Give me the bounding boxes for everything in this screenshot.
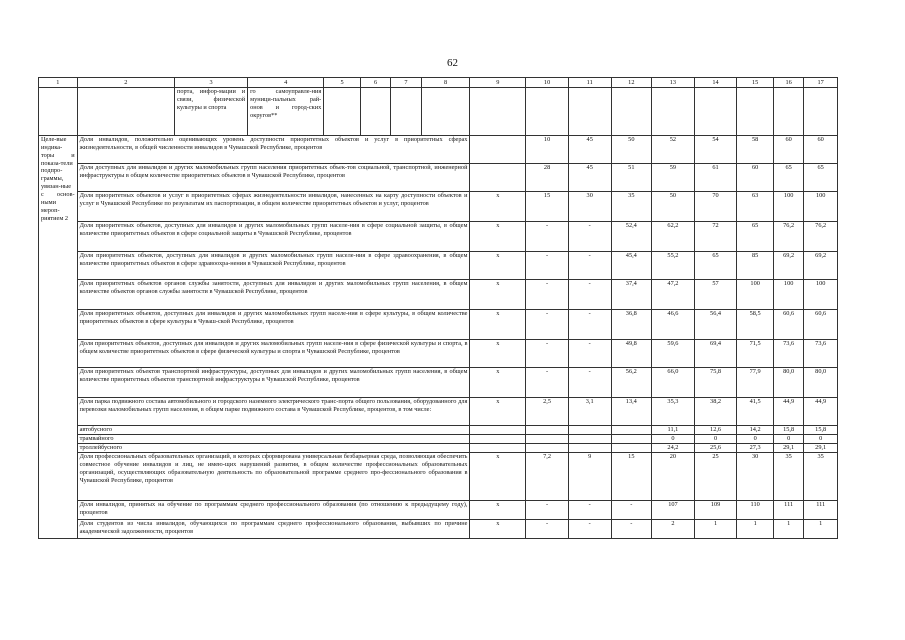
value-cell: 35 [773, 453, 803, 501]
table-row [39, 398, 838, 426]
value-cell: 3,1 [568, 398, 611, 426]
indicator-name: Доля парка подвижного состава автомобильного и городского наземного электрического транс-порта общего пользования, оборудованного для перевозки маломобильных групп населения, в общем парке подвижного состава в Чувашской Республике, процентов, в том числе: [77, 398, 470, 426]
value-cell: 35 [611, 192, 652, 222]
table-row [39, 164, 838, 192]
value-cell: 28 [526, 164, 569, 192]
value-cell [568, 444, 611, 453]
value-cell [611, 426, 652, 435]
value-cell: 37,4 [611, 280, 652, 310]
value-cell: 65 [737, 222, 774, 252]
value-cell: - [568, 310, 611, 340]
value-cell: 85 [737, 252, 774, 280]
value-cell: х [470, 252, 526, 280]
value-cell: 54 [694, 136, 737, 164]
table-row [39, 222, 838, 252]
value-cell: 75,8 [694, 368, 737, 398]
value-cell: 29,1 [804, 444, 838, 453]
value-cell: - [568, 520, 611, 539]
table-row [39, 368, 838, 398]
value-cell: 1 [773, 520, 803, 539]
value-cell: х [470, 520, 526, 539]
value-cell: - [611, 520, 652, 539]
header-col-2: 2 [77, 78, 174, 88]
value-cell: х [470, 501, 526, 520]
value-cell: 35,3 [652, 398, 695, 426]
header-col-5: 5 [324, 78, 361, 88]
value-cell: 65 [804, 164, 838, 192]
value-cell: 44,9 [804, 398, 838, 426]
value-cell: - [568, 252, 611, 280]
value-cell: - [526, 340, 569, 368]
value-cell: 71,5 [737, 340, 774, 368]
indicator-name: Доля приоритетных объектов, доступных для инвалидов и других маломобильных групп населе-ния в сфере культуры, в общем количестве приоритетных объектов в сфере культуры в Чуваш-ской Республике, процентов [77, 310, 470, 340]
value-cell: 10 [526, 136, 569, 164]
value-cell [611, 444, 652, 453]
value-cell: 57 [694, 280, 737, 310]
value-cell: 1 [694, 520, 737, 539]
value-cell [526, 426, 569, 435]
value-cell: 65 [773, 164, 803, 192]
value-cell: - [526, 310, 569, 340]
value-cell [611, 435, 652, 444]
header-col-9: 9 [470, 78, 526, 88]
value-cell: 100 [773, 192, 803, 222]
value-cell: 100 [804, 280, 838, 310]
value-cell: - [526, 252, 569, 280]
indicator-name: Доля приоритетных объектов органов службы занятости, доступных для инвалидов и других маломобильных групп населения, в общем количестве объектов органов службы занятости в Чувашской Республике, процентов [77, 280, 470, 310]
value-cell: 2,5 [526, 398, 569, 426]
value-cell: 25,6 [694, 444, 737, 453]
value-cell: х [470, 310, 526, 340]
value-cell: 76,2 [773, 222, 803, 252]
value-cell: - [526, 368, 569, 398]
indicator-name: трамвайного [77, 435, 470, 444]
value-cell: 50 [652, 192, 695, 222]
value-cell: 9 [568, 453, 611, 501]
value-cell [470, 444, 526, 453]
value-cell: 70 [694, 192, 737, 222]
value-cell: 44,9 [773, 398, 803, 426]
table-row [39, 444, 838, 453]
value-cell [526, 444, 569, 453]
value-cell [568, 426, 611, 435]
header-col-7: 7 [391, 78, 421, 88]
value-cell: 51 [611, 164, 652, 192]
value-cell: 0 [773, 435, 803, 444]
value-cell: х [470, 453, 526, 501]
value-cell [470, 136, 526, 164]
value-cell: - [568, 340, 611, 368]
value-cell [470, 426, 526, 435]
header-col-17: 17 [804, 78, 838, 88]
value-cell: 56,4 [694, 310, 737, 340]
value-cell: 1 [804, 520, 838, 539]
indicator-name: Доля студентов из числа инвалидов, обучающихся по программам среднего профессионального образования, выбывших по причине академической задолженности, процентов [77, 520, 470, 539]
value-cell: 60 [737, 164, 774, 192]
value-cell: 111 [773, 501, 803, 520]
value-cell: 65 [694, 252, 737, 280]
value-cell: 100 [804, 192, 838, 222]
table-row [39, 501, 838, 520]
value-cell: 45,4 [611, 252, 652, 280]
value-cell: 59 [652, 164, 695, 192]
value-cell: 100 [773, 280, 803, 310]
value-cell: 14,2 [737, 426, 774, 435]
table-row [39, 426, 838, 435]
value-cell [526, 435, 569, 444]
value-cell: 0 [804, 435, 838, 444]
value-cell: - [568, 222, 611, 252]
header-col-3: 3 [175, 78, 248, 88]
value-cell: 110 [737, 501, 774, 520]
header-col-10: 10 [526, 78, 569, 88]
table-row [39, 136, 838, 164]
value-cell: - [526, 501, 569, 520]
value-cell: 11,1 [652, 426, 695, 435]
value-cell: 59,6 [652, 340, 695, 368]
indicator-name: Доля доступных для инвалидов и других маломобильных групп населения приоритетных объек-тов социальной, транспортной, инженерной инфраструктуры в общем количестве приоритетных объектов в Чувашской Республике, процентов [77, 164, 470, 192]
indicator-name: Доля профессиональных образовательных организаций, в которых сформирована универсальная безбарьерная среда, позволяющая обеспечить совместное обучение инвалидов и лиц, не имею-щих нарушений развития, в общем количестве профессиональных образовательных организаций, осуществляющих образовательную деятельность по образовательной программе среднего про-фессионального образования в Чувашской Республике, процентов [77, 453, 470, 501]
value-cell: - [568, 501, 611, 520]
value-cell: 38,2 [694, 398, 737, 426]
value-cell: - [568, 280, 611, 310]
indicator-name: Доля инвалидов, положительно оценивающих уровень доступности приоритетных объектов и услуг в приоритетных сферах жизнедеятельности, в общей численности инвалидов в Чувашской Республике, процентов [77, 136, 470, 164]
value-cell: 30 [568, 192, 611, 222]
table-row [39, 453, 838, 501]
header-col-15: 15 [737, 78, 774, 88]
cell-col4-cont: го самоуправле-ния муници-пальных рай-онов и город-ских округов** [248, 88, 324, 136]
value-cell: 47,2 [652, 280, 695, 310]
indicator-name: Доля приоритетных объектов транспортной инфраструктуры, доступных для инвалидов и других маломобильных групп населения, в общем количестве приоритетных объектов транспортной инфраструктуры в Чувашской Республике, процентов [77, 368, 470, 398]
header-row [39, 78, 838, 88]
value-cell: 35 [804, 453, 838, 501]
value-cell: 7,2 [526, 453, 569, 501]
value-cell: х [470, 368, 526, 398]
value-cell [470, 435, 526, 444]
value-cell: - [568, 368, 611, 398]
value-cell: 29,1 [773, 444, 803, 453]
value-cell: - [611, 501, 652, 520]
value-cell: 76,2 [804, 222, 838, 252]
value-cell: 52,4 [611, 222, 652, 252]
value-cell: - [526, 222, 569, 252]
value-cell: 60 [773, 136, 803, 164]
value-cell: 109 [694, 501, 737, 520]
value-cell: 66,0 [652, 368, 695, 398]
indicator-name: Доля приоритетных объектов, доступных для инвалидов и других маломобильных групп населе-ния в сфере здравоохранения, в общем количестве приоритетных объектов в сфере здравоохра-нения в Чувашской Республике, процентов [77, 252, 470, 280]
header-col-8: 8 [421, 78, 470, 88]
value-cell: 15,8 [804, 426, 838, 435]
cell-col3-cont: порта, инфор-мации и связи, физической культуры и спорта [175, 88, 248, 136]
value-cell: 60,6 [773, 310, 803, 340]
value-cell: 15 [611, 453, 652, 501]
indicator-name: Доля инвалидов, принятых на обучение по программам среднего профессионального образования (по отношению к предыдущему году), процентов [77, 501, 470, 520]
value-cell: 20 [652, 453, 695, 501]
value-cell: 100 [737, 280, 774, 310]
value-cell: 73,6 [773, 340, 803, 368]
value-cell [568, 435, 611, 444]
page-number: 62 [447, 57, 458, 69]
value-cell: 111 [804, 501, 838, 520]
value-cell: 12,6 [694, 426, 737, 435]
header-col-6: 6 [360, 78, 390, 88]
value-cell: 15 [526, 192, 569, 222]
value-cell: 58,5 [737, 310, 774, 340]
value-cell: 69,2 [804, 252, 838, 280]
header-col-1: 1 [39, 78, 78, 88]
table-row [39, 192, 838, 222]
goal-label: Целе-вые индика-торы и показа-тели подпро-граммы, увязан-ные с основ-ными мероп-риятием 2 [39, 136, 78, 539]
value-cell: 72 [694, 222, 737, 252]
table-row [39, 520, 838, 539]
value-cell: 80,0 [804, 368, 838, 398]
indicators-table [38, 77, 838, 539]
value-cell: - [526, 520, 569, 539]
table-row [39, 310, 838, 340]
value-cell: 25 [694, 453, 737, 501]
value-cell: х [470, 398, 526, 426]
header-col-11: 11 [568, 78, 611, 88]
value-cell: 69,4 [694, 340, 737, 368]
value-cell: х [470, 192, 526, 222]
value-cell: 56,2 [611, 368, 652, 398]
table-row [39, 435, 838, 444]
indicator-name: Доля приоритетных объектов, доступных для инвалидов и других маломобильных групп населе-ния в сфере физической культуры и спорта, в общем количестве приоритетных объектов в сфере физической культуры и спорта в Чувашской Республике, процентов [77, 340, 470, 368]
value-cell: 55,2 [652, 252, 695, 280]
value-cell: 60 [804, 136, 838, 164]
value-cell: 45 [568, 164, 611, 192]
value-cell: 13,4 [611, 398, 652, 426]
value-cell: 50 [611, 136, 652, 164]
value-cell: 1 [737, 520, 774, 539]
continuation-row [39, 88, 838, 136]
header-col-16: 16 [773, 78, 803, 88]
table-row [39, 340, 838, 368]
value-cell: 52 [652, 136, 695, 164]
value-cell: х [470, 222, 526, 252]
table-row [39, 252, 838, 280]
value-cell: - [526, 280, 569, 310]
value-cell: 27,3 [737, 444, 774, 453]
value-cell: 60,6 [804, 310, 838, 340]
value-cell: 2 [652, 520, 695, 539]
value-cell: 107 [652, 501, 695, 520]
value-cell: 61 [694, 164, 737, 192]
value-cell: 15,8 [773, 426, 803, 435]
value-cell: 77,9 [737, 368, 774, 398]
header-col-4: 4 [248, 78, 324, 88]
value-cell: 46,6 [652, 310, 695, 340]
value-cell: 62,2 [652, 222, 695, 252]
value-cell: 0 [737, 435, 774, 444]
value-cell: 69,2 [773, 252, 803, 280]
value-cell: 63 [737, 192, 774, 222]
indicator-name: Доля приоритетных объектов и услуг в приоритетных сферах жизнедеятельности инвалидов, нанесенных на карту доступности объектов и услуг в Чувашской Республике по результатам их паспортизации, в общем количестве приоритетных объектов и услуг, процентов [77, 192, 470, 222]
header-col-12: 12 [611, 78, 652, 88]
header-col-13: 13 [652, 78, 695, 88]
value-cell: 73,6 [804, 340, 838, 368]
indicator-name: автобусного [77, 426, 470, 435]
value-cell: х [470, 280, 526, 310]
header-col-14: 14 [694, 78, 737, 88]
value-cell: 49,8 [611, 340, 652, 368]
value-cell: 36,8 [611, 310, 652, 340]
value-cell: 30 [737, 453, 774, 501]
value-cell: 45 [568, 136, 611, 164]
value-cell: 0 [652, 435, 695, 444]
indicator-name: троллейбусного [77, 444, 470, 453]
value-cell: 80,0 [773, 368, 803, 398]
value-cell: 24,2 [652, 444, 695, 453]
table-row [39, 280, 838, 310]
value-cell [470, 164, 526, 192]
value-cell: 41,5 [737, 398, 774, 426]
value-cell: 58 [737, 136, 774, 164]
value-cell: 0 [694, 435, 737, 444]
value-cell: х [470, 340, 526, 368]
indicator-name: Доля приоритетных объектов, доступных для инвалидов и других маломобильных групп населе-ния в сфере социальной защиты, в общем количестве приоритетных объектов в сфере социальной защиты в Чувашской Республике, процентов [77, 222, 470, 252]
